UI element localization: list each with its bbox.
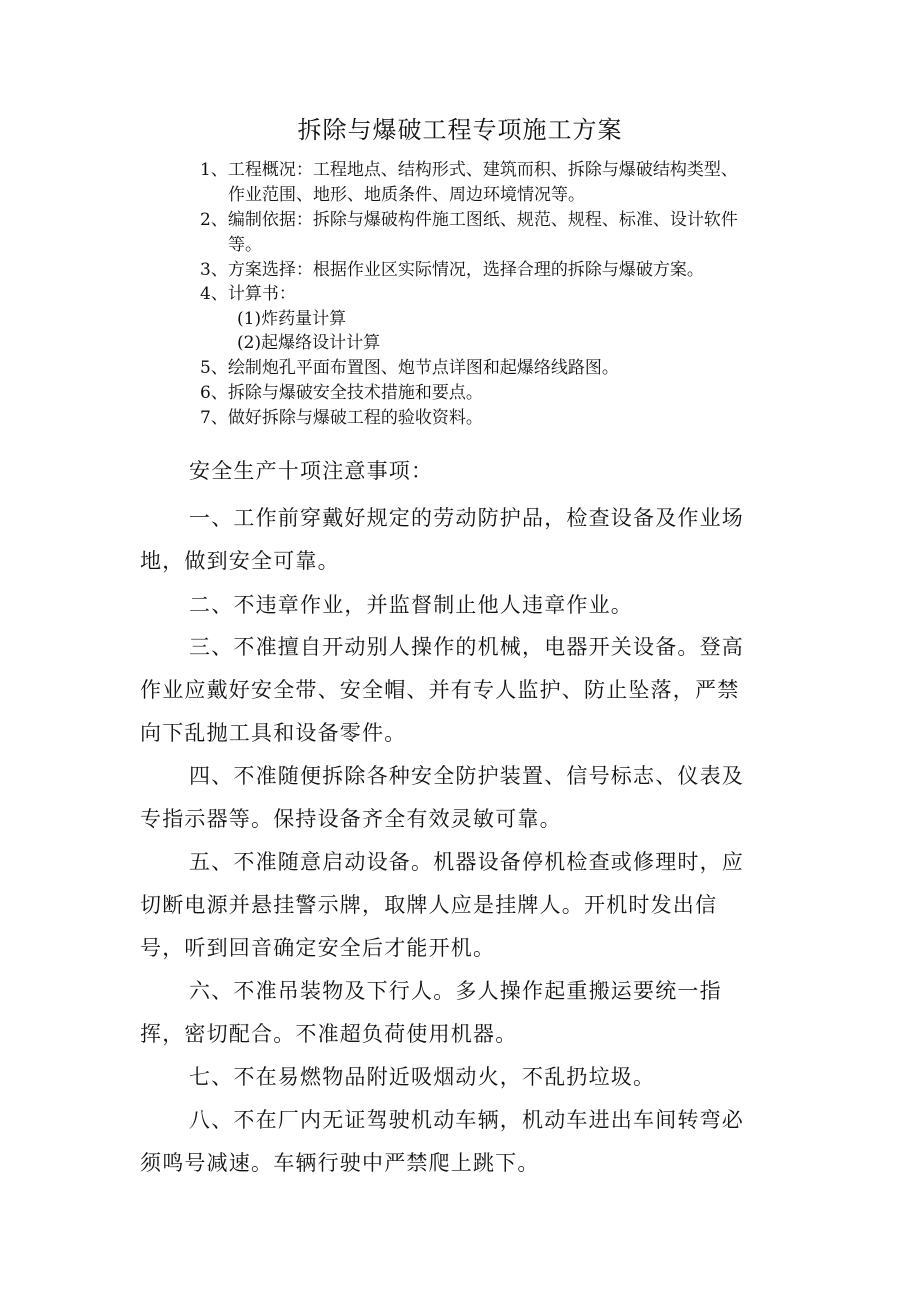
safety-paragraph-line: 四、不准随便拆除各种安全防护装置、信号标志、仪表及	[189, 764, 744, 788]
safety-paragraph-line: 三、不准擅自开动别人操作的机械，电器开关设备。登高	[189, 635, 744, 659]
plan-item-1-continued: 作业范围、地形、地质条件、周边环境情况等。	[228, 185, 585, 205]
safety-paragraph-line: 专指示器等。保持设备齐全有效灵敏可靠。	[140, 807, 562, 831]
safety-heading: 安全生产十项注意事项：	[189, 459, 434, 483]
plan-item-5: 5、绘制炮孔平面布置图、炮节点详图和起爆络线路图。	[200, 358, 619, 378]
plan-item-6: 6、拆除与爆破安全技术措施和要点。	[200, 383, 483, 403]
page-title: 拆除与爆破工程专项施工方案	[297, 116, 623, 144]
safety-paragraph-line: 六、不准吊装物及下行人。多人操作起重搬运要统一指	[189, 979, 722, 1003]
plan-subitem-1: (1)炸药量计算	[237, 309, 347, 329]
safety-paragraph-line: 作业应戴好安全带、安全帽、并有专人监护、防止坠落，严禁	[140, 678, 740, 702]
safety-paragraph-line: 二、不违章作业，并监督制止他人违章作业。	[189, 593, 633, 617]
plan-item-3: 3、方案选择：根据作业区实际情况，选择合理的拆除与爆破方案。	[200, 260, 704, 280]
plan-item-7: 7、做好拆除与爆破工程的验收资料。	[200, 408, 483, 428]
safety-paragraph-line: 挥，密切配合。不准超负荷使用机器。	[140, 1022, 518, 1046]
safety-paragraph-line: 七、不在易燃物品附近吸烟动火，不乱扔垃圾。	[189, 1065, 656, 1089]
safety-paragraph-line: 五、不准随意启动设备。机器设备停机检查或修理时，应	[189, 850, 744, 874]
safety-paragraph-line: 向下乱抛工具和设备零件。	[140, 721, 407, 745]
safety-paragraph-line: 须鸣号减速。车辆行驶中严禁爬上跳下。	[140, 1151, 540, 1175]
plan-item-2: 2、编制依据：拆除与爆破构件施工图纸、规范、规程、标准、设计软件	[200, 210, 738, 230]
safety-paragraph-line: 切断电源并悬挂警示牌，取牌人应是挂牌人。开机时发出信	[140, 893, 718, 917]
plan-item-1: 1、工程概况：工程地点、结构形式、建筑而积、拆除与爆破结构类型、	[200, 160, 738, 180]
safety-paragraph-line: 一、工作前穿戴好规定的劳动防护品，检查设备及作业场	[189, 506, 744, 530]
plan-item-2-continued: 等。	[228, 235, 262, 255]
plan-subitem-2: (2)起爆络设计计算	[237, 333, 381, 353]
safety-paragraph-line: 地，做到安全可靠。	[140, 549, 340, 573]
safety-paragraph-line: 号，听到回音确定安全后才能开机。	[140, 936, 496, 960]
safety-paragraph-line: 八、不在厂内无证驾驶机动车辆，机动车进出车间转弯必	[189, 1108, 744, 1132]
plan-item-4: 4、计算书：	[200, 284, 296, 304]
